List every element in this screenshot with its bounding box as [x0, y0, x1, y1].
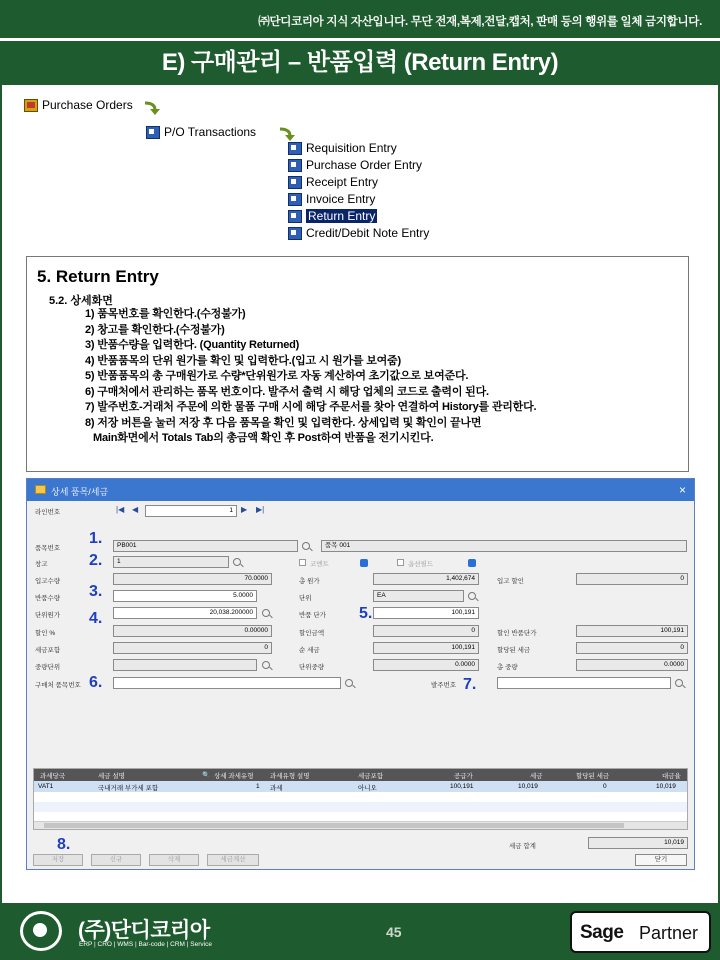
allocated-tax-field[interactable]: 0: [576, 642, 688, 654]
tree-item-label: Invoice Entry: [306, 192, 376, 206]
document-icon: [288, 142, 302, 155]
step-2: 2) 창고를 확인한다.(수정불가): [85, 323, 225, 336]
close-button[interactable]: 닫기: [635, 854, 687, 866]
marker-4: 4.: [89, 610, 103, 627]
section-subheading: 5.2. 상세화면: [49, 295, 113, 307]
tree-label-purchase-orders: Purchase Orders: [42, 98, 133, 112]
step-list: [85, 307, 685, 447]
warehouse-field[interactable]: 1: [113, 556, 229, 568]
return-cost-label: 반품 단가: [299, 612, 326, 619]
search-icon[interactable]: [262, 661, 270, 669]
marker-6: 6.: [89, 674, 103, 691]
calculate-tax-button[interactable]: 세금계산: [207, 854, 259, 866]
step-5: 5) 반품품목의 총 구매원가로 수량*단위원가로 자동 계산하여 초기값으로 보여준다.: [85, 370, 469, 382]
step-7: 7) 발주번호-거래처 주문에 의한 물품 구매 시에 해당 주문서를 찾아 연결하여 History를 관리한다.: [85, 401, 537, 413]
search-icon[interactable]: [262, 609, 270, 617]
table-row[interactable]: [34, 781, 687, 792]
cell-rate: 10,019: [656, 783, 676, 790]
company-logo-icon: [20, 911, 62, 951]
marker-1: 1.: [89, 530, 103, 547]
col-rate[interactable]: 대금율: [662, 773, 681, 780]
prev-record-icon[interactable]: ◀: [132, 505, 139, 514]
col-tax-base[interactable]: 공급가: [454, 773, 473, 780]
tree-item-label: Requisition Entry: [306, 141, 397, 155]
po-number-label: 발주번호: [431, 682, 457, 689]
net-return-cost-label: 할인 반품단가: [497, 630, 537, 637]
scrollbar-thumb[interactable]: [44, 823, 624, 828]
unit-weight-label: 단위중량: [299, 664, 325, 671]
cell-tax-class: 1: [256, 783, 260, 790]
step-3: 3) 반품수량을 입력한다. (Quantity Returned): [85, 339, 300, 351]
qty-returned-label: 반품수량: [35, 595, 61, 602]
col-allocated-tax[interactable]: 할당된 세금: [576, 773, 610, 780]
discount-amount-label: 할인금액: [299, 630, 325, 637]
last-record-icon[interactable]: ▶|: [256, 505, 265, 514]
footer: [0, 903, 720, 960]
document-icon: [288, 210, 302, 223]
first-record-icon[interactable]: |◀: [116, 505, 125, 514]
detail-dialog: [26, 478, 695, 870]
receipt-discount-field[interactable]: 0: [576, 573, 688, 585]
dialog-title: 상세 품목/세금: [51, 487, 109, 497]
dialog-titlebar: [27, 479, 694, 501]
discount-amount-field[interactable]: 0: [373, 625, 479, 637]
step-8-continued: Main화면에서 Totals Tab의 총금액 확인 후 Post하여 반품을 전기시킨다.: [93, 432, 434, 444]
document-icon: [288, 159, 302, 172]
qty-received-field[interactable]: 70.0000: [113, 573, 272, 585]
unit-weight-field[interactable]: 0.0000: [373, 659, 479, 671]
marker-7: 7.: [463, 676, 477, 693]
total-cost-label: 총 원가: [299, 578, 320, 585]
tree-item-purchase-order-entry[interactable]: [288, 158, 422, 172]
cell-allocated-tax: 0: [603, 783, 607, 790]
delete-button[interactable]: 삭제: [149, 854, 199, 866]
marker-2: 2.: [89, 552, 103, 569]
comment-label: 코멘트: [310, 561, 329, 568]
page-title: E) 구매관리 – 반품입력 (Return Entry): [161, 49, 559, 76]
comment-zoom-icon[interactable]: [360, 559, 368, 567]
tree-item-return-entry[interactable]: [288, 209, 377, 223]
step-6: 6) 구매처에서 관리하는 품목 번호이다. 발주서 출력 시 해당 업체의 코드로 출력이 된다.: [85, 385, 489, 398]
close-icon[interactable]: ×: [678, 483, 686, 497]
page-number: 45: [386, 924, 402, 940]
tax-included-label: 세금포함: [35, 647, 61, 654]
search-icon[interactable]: [468, 592, 476, 600]
grid-search-icon[interactable]: 🔍: [202, 772, 211, 779]
extended-weight-field[interactable]: 0.0000: [576, 659, 688, 671]
cell-tax-description: 국내거래 부가세 포함: [98, 785, 159, 792]
cell-tax-included: 아니오: [358, 785, 377, 792]
item-description-field[interactable]: 품목 001: [321, 540, 687, 552]
col-tax-included[interactable]: 세금포함: [358, 773, 384, 780]
tree-node-purchase-orders[interactable]: [24, 98, 133, 112]
step-1: 1) 품목번호를 확인한다.(수정불가): [85, 308, 246, 320]
cell-tax-class-description: 과세: [270, 785, 283, 792]
col-tax-description[interactable]: 세금 설명: [98, 773, 125, 780]
search-icon[interactable]: [675, 679, 683, 687]
nav-tree: [0, 90, 720, 250]
uom-field[interactable]: EA: [373, 590, 464, 602]
tax-total-field[interactable]: 10,019: [588, 837, 688, 849]
horizontal-scrollbar[interactable]: [34, 821, 687, 829]
search-icon[interactable]: [233, 558, 241, 566]
tree-item-label: Receipt Entry: [306, 175, 379, 189]
tree-node-po-transactions[interactable]: [146, 125, 256, 139]
empty-row: [34, 802, 687, 812]
extended-weight-label: 총 중량: [497, 664, 518, 671]
weight-unit-label: 중량단위: [35, 664, 61, 671]
unit-cost-label: 단위원가: [35, 612, 61, 619]
qty-received-label: 입고수량: [35, 578, 61, 585]
optional-fields-zoom-icon[interactable]: [468, 559, 476, 567]
vendor-item-number-input[interactable]: [113, 677, 341, 689]
new-button[interactable]: 신규: [91, 854, 141, 866]
marker-5: 5.: [359, 605, 373, 622]
document-icon: [288, 227, 302, 240]
col-tax-amount[interactable]: 세금: [530, 773, 543, 780]
po-transactions-icon: [146, 126, 160, 139]
uom-label: 단위: [299, 595, 312, 602]
cell-tax-authority: VAT1: [38, 783, 54, 790]
top-banner: [0, 0, 720, 38]
vendor-item-number-label: 구매처 품목번호: [35, 682, 81, 689]
cell-tax-base: 100,191: [450, 783, 474, 790]
item-number-label: 품목번호: [35, 545, 61, 552]
col-tax-class-description[interactable]: 과세유형 설명: [270, 773, 310, 780]
discount-percent-field[interactable]: 0.00000: [113, 625, 272, 637]
tree-item-credit-debit-note-entry[interactable]: [288, 226, 429, 240]
return-cost-input[interactable]: 100,191: [373, 607, 479, 619]
tax-label: 순 세금: [299, 647, 320, 654]
tree-item-label: Credit/Debit Note Entry: [306, 226, 430, 240]
tree-item-requisition-entry[interactable]: [288, 141, 397, 155]
discount-percent-label: 할인 %: [35, 630, 56, 637]
optional-fields-label: 옵션필드: [408, 561, 434, 568]
col-tax-class[interactable]: 상세 과세유형: [214, 773, 254, 780]
search-icon[interactable]: [345, 679, 353, 687]
copyright-notice: ㈜단디코리아 지식 자산입니다. 무단 전재,복제,전달,캡처, 판매 등의 행위를 일체 금지합니다.: [258, 16, 702, 28]
folder-icon: [35, 485, 46, 494]
title-bar: [0, 41, 720, 85]
search-icon[interactable]: [302, 542, 310, 550]
next-record-icon[interactable]: ▶: [241, 505, 248, 514]
weight-unit-field[interactable]: [113, 659, 257, 671]
comment-checkbox[interactable]: [299, 559, 306, 566]
company-services: ERP | CRO | WMS | Bar-code | CRM | Service: [79, 941, 212, 948]
tax-grid: [33, 768, 688, 830]
purchase-orders-icon: [24, 99, 38, 112]
net-return-cost-field[interactable]: 100,191: [576, 625, 688, 637]
expand-arrow-icon: [278, 126, 296, 142]
item-number-field[interactable]: PB001: [113, 540, 298, 552]
optional-fields-checkbox[interactable]: [397, 559, 404, 566]
company-brand: (주)단디코리아: [78, 919, 210, 942]
sage-logo-text: Sage: [580, 922, 624, 943]
cell-tax-amount: 10,019: [518, 783, 538, 790]
line-number-label: 라인번호: [35, 509, 61, 516]
tree-item-label-selected: Return Entry: [308, 209, 376, 223]
tree-label-po-transactions: P/O Transactions: [164, 125, 257, 139]
qty-returned-input[interactable]: 5.0000: [113, 590, 257, 602]
grid-header: [34, 769, 687, 781]
step-8: 8) 저장 버튼을 눌러 저장 후 다음 품목을 확인 및 입력한다. 상세입력 및 확인이 끝나면: [85, 416, 482, 429]
tree-item-label: Purchase Order Entry: [306, 158, 423, 172]
marker-8: 8.: [57, 836, 71, 853]
document-icon: [288, 176, 302, 189]
expand-arrow-icon: [143, 100, 161, 116]
partner-logo-text: Partner: [639, 923, 699, 943]
document-icon: [288, 193, 302, 206]
tax-field[interactable]: 100,191: [373, 642, 479, 654]
warehouse-label: 창고: [35, 561, 48, 568]
tax-total-label: 세금 합계: [509, 843, 536, 850]
tax-included-field[interactable]: 0: [113, 642, 272, 654]
tree-item-invoice-entry[interactable]: [288, 192, 375, 206]
col-tax-authority[interactable]: 과세당국: [40, 773, 66, 780]
allocated-tax-label: 할당된 세금: [497, 647, 531, 654]
section-heading: 5. Return Entry: [37, 267, 159, 286]
instructions-box: [26, 256, 689, 472]
line-number-input[interactable]: 1: [145, 505, 237, 517]
sage-partner-logo: [570, 911, 711, 953]
step-4: 4) 반품품목의 단위 원가를 확인 및 입력한다.(입고 시 원가를 보여줌): [85, 354, 401, 367]
save-button[interactable]: 저장: [33, 854, 83, 866]
total-cost-field[interactable]: 1,402,674: [373, 573, 479, 585]
po-number-input[interactable]: [497, 677, 671, 689]
tree-item-receipt-entry[interactable]: [288, 175, 378, 189]
receipt-discount-label: 입고 할인: [497, 578, 524, 585]
unit-cost-input[interactable]: 20,038.200000: [113, 607, 257, 619]
marker-3: 3.: [89, 583, 103, 600]
